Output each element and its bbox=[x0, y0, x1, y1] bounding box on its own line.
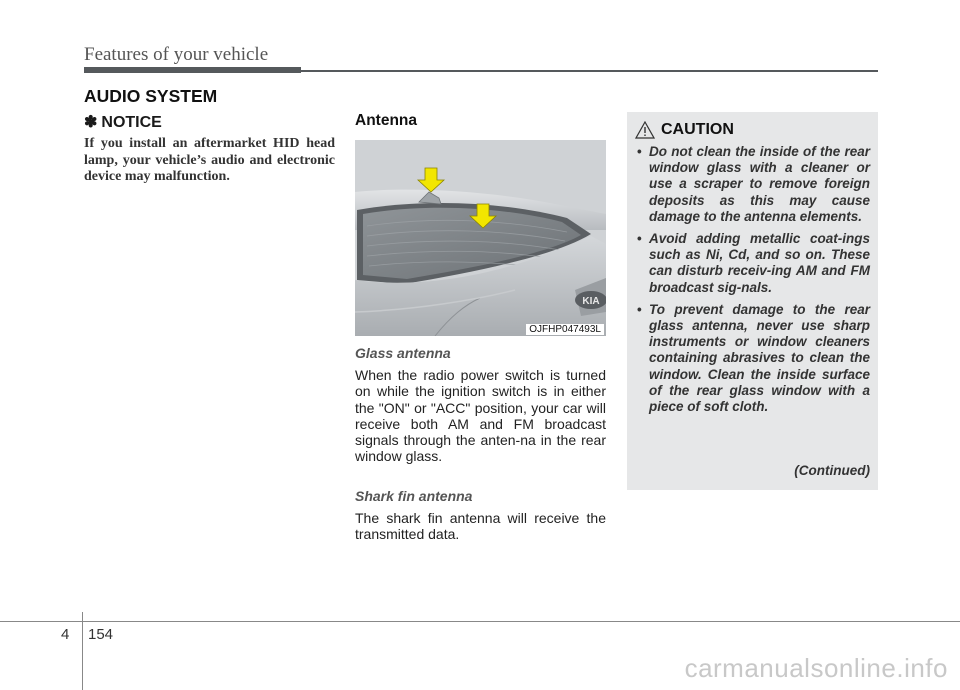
caution-item: • Do not clean the inside of the rear window glass with a cleaner or use a scraper to remove foreign deposits as this may cause damage to the antenna elements. bbox=[633, 144, 870, 225]
caution-list bbox=[633, 144, 870, 421]
glass-antenna-heading: Glass antenna bbox=[355, 345, 451, 361]
caution-item: • Avoid adding metallic coat-ings such as Ni, Cd, and so on. These can disturb receiv-ing AM and FM broadcast sig-nals. bbox=[633, 231, 870, 296]
chapter-number: 4 bbox=[61, 626, 70, 643]
emblem-text: KIA bbox=[582, 296, 600, 307]
antenna-heading: Antenna bbox=[355, 112, 417, 129]
figure-code: OJFHP047493L bbox=[526, 324, 604, 335]
footer-rule bbox=[0, 621, 960, 622]
running-header: Features of your vehicle bbox=[84, 44, 269, 65]
notice-body: If you install an aftermarket HID head lamp, your vehicle’s audio and electronic device may malfunction. bbox=[84, 136, 335, 184]
notice-heading bbox=[84, 112, 162, 132]
car-rear-illustration bbox=[355, 140, 606, 336]
notice-title: NOTICE bbox=[101, 114, 162, 131]
header-rule bbox=[301, 70, 878, 72]
warning-triangle-icon bbox=[635, 121, 655, 139]
shark-fin-heading: Shark fin antenna bbox=[355, 488, 473, 504]
notice-star-icon: ✽ bbox=[84, 114, 98, 131]
caution-item: • To prevent damage to the rear glass antenna, never use sharp instruments or window cleaners containing abrasives to clean the window. Clean the inside surface of the rear glass window with a piece of soft cloth. bbox=[633, 302, 870, 415]
continued-label: (Continued) bbox=[794, 463, 870, 478]
glass-antenna-body: When the radio power switch is turned on while the ignition switch is in either the "ON" or "ACC" position, your car will receive both AM and FM broadcast signals through the anten-na in the rear window glass. bbox=[355, 367, 606, 465]
header-bar bbox=[84, 67, 301, 73]
footer-divider bbox=[82, 612, 83, 690]
shark-fin-body: The shark fin antenna will receive the transmitted data. bbox=[355, 510, 606, 543]
section-title: AUDIO SYSTEM bbox=[84, 86, 218, 106]
page-number: 154 bbox=[88, 626, 114, 643]
antenna-figure bbox=[355, 140, 606, 336]
watermark: carmanualsonline.info bbox=[684, 653, 948, 683]
caution-title: CAUTION bbox=[661, 121, 734, 138]
